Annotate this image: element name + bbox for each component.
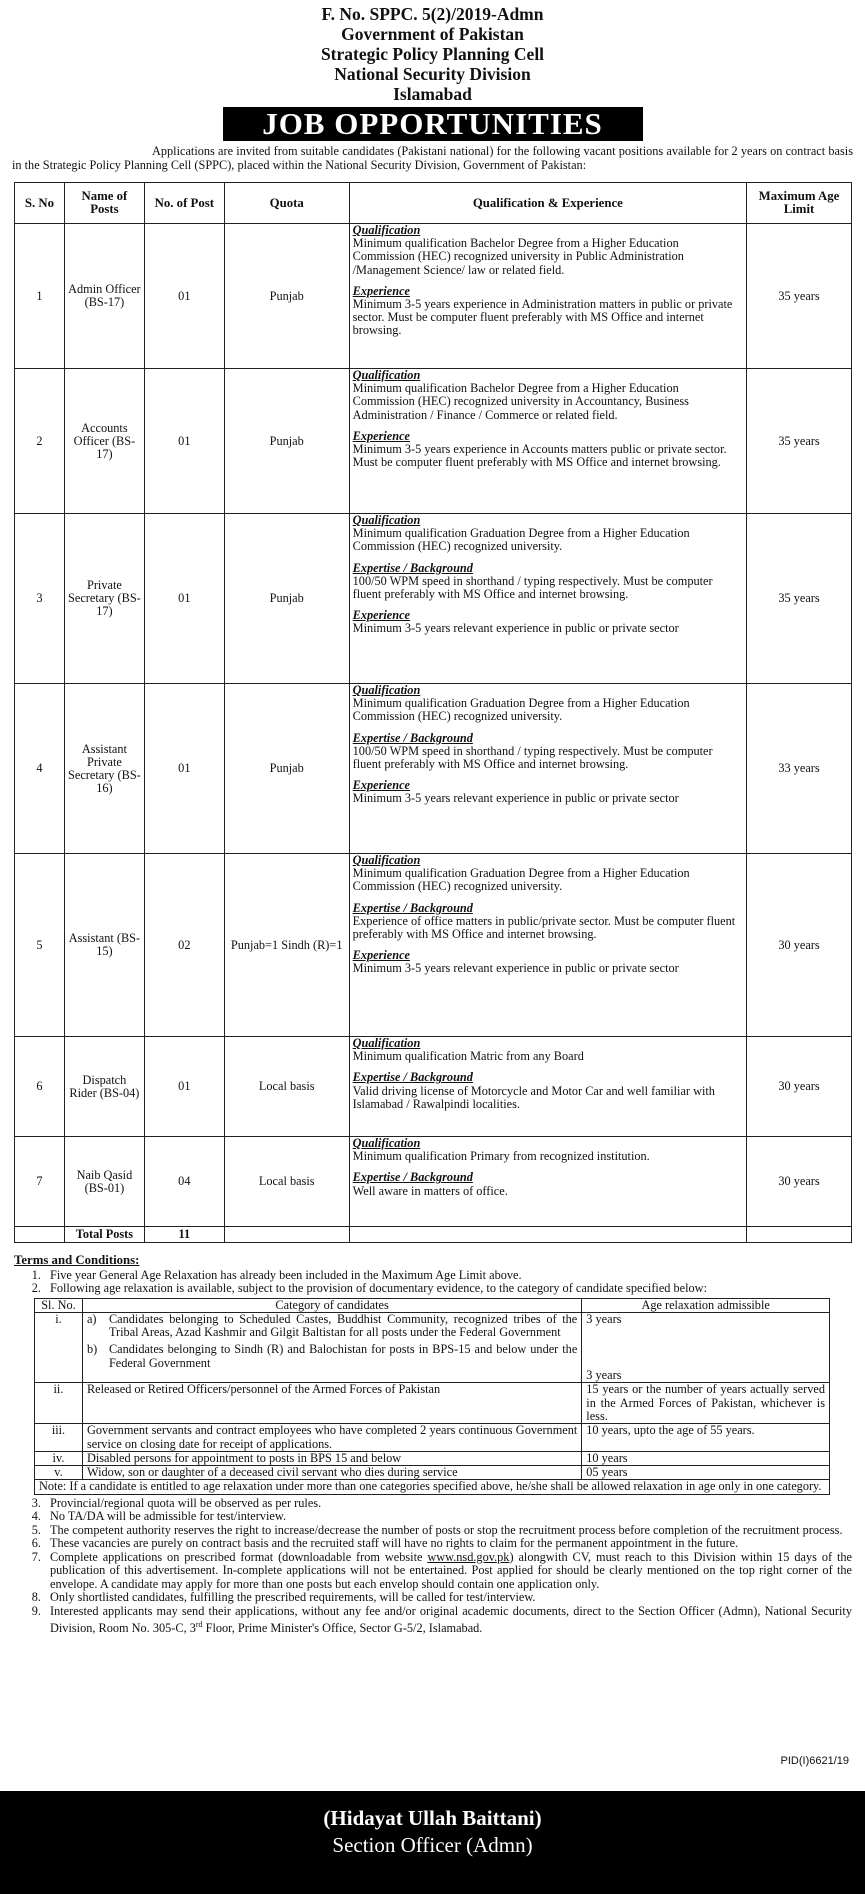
job-post-name: Assistant (BS-15) (64, 854, 144, 1037)
qualification-heading: Qualification (352, 1036, 421, 1050)
job-post-name: Assistant Private Secretary (BS-16) (64, 684, 144, 854)
job-quota: Punjab (224, 684, 349, 854)
term-5: 5. The competent authority reserves the right to increase/decrease the number of posts or stop the recruitment process before completion of the recruitment process. (44, 1524, 852, 1538)
job-sno: 7 (15, 1137, 65, 1227)
qualification-heading: Experience (352, 778, 411, 793)
job-row (15, 224, 852, 369)
qualification-heading: Experience (352, 428, 411, 443)
relax-col-no: Sl. No. (35, 1298, 83, 1312)
job-post-name: Naib Qasid (BS-01) (64, 1137, 144, 1227)
qualification-heading: Experience (352, 283, 411, 298)
relax-row-no: v. (35, 1466, 83, 1480)
qualification-heading: Qualification (352, 223, 421, 237)
job-row (15, 514, 852, 684)
job-qualification (349, 854, 746, 1037)
col-sno: S. No (15, 183, 65, 224)
term-9 (44, 1605, 852, 1636)
header-line-4: Islamabad (393, 84, 472, 104)
relax-row-no: ii. (35, 1383, 83, 1424)
qualification-text: Well aware in matters of office. (352, 1183, 508, 1198)
term-9-text-b: Floor, Prime Minister's Office, Sector G-5/2, Islamabad. (202, 1621, 483, 1636)
job-quota: Punjab (224, 369, 349, 514)
job-post-count: 04 (144, 1137, 224, 1227)
job-sno: 2 (15, 369, 65, 514)
job-post-count: 01 (144, 684, 224, 854)
job-quota: Local basis (224, 1137, 349, 1227)
term-2-text: Following age relaxation is available, subject to the provision of documentary evidence, to the category of candidate specified below: (50, 1281, 707, 1295)
job-opportunities-banner: JOB OPPORTUNITIES (223, 107, 643, 141)
qualification-heading: Expertise / Background (352, 560, 473, 575)
qualification-heading: Expertise / Background (352, 730, 473, 745)
col-quota: Quota (224, 183, 349, 224)
job-post-name: Accounts Officer (BS-17) (64, 369, 144, 514)
job-quota: Punjab=1 Sindh (R)=1 (224, 854, 349, 1037)
job-post-count: 02 (144, 854, 224, 1037)
qualification-text: Minimum 3-5 years relevant experience in public or private sector (352, 961, 679, 976)
header-line-3: National Security Division (334, 64, 531, 84)
job-quota: Punjab (224, 224, 349, 369)
qualification-heading: Expertise / Background (352, 900, 473, 915)
relax-sub-label: b) (86, 1342, 98, 1357)
qualification-text: Minimum qualification Bachelor Degree from a Higher Education Commission (HEC) recognized university in Public Administration /Management Science/ law or related field. (352, 236, 684, 277)
relax-note: Note: If a candidate is entitled to age relaxation under more than one categories specified above, he/she shall be allowed relaxation in age only in one category. (35, 1480, 830, 1494)
qualification-text: Minimum qualification Graduation Degree from a Higher Education Commission (HEC) recognized university. (352, 696, 690, 724)
qualification-text: 100/50 WPM speed in shorthand / typing respectively. Must be computer fluent preferably with MS Office and internet browsing. (352, 743, 713, 772)
job-quota: Punjab (224, 514, 349, 684)
file-number: F. No. SPPC. 5(2)/2019-Admn (321, 4, 544, 24)
job-age-limit: 35 years (747, 369, 852, 514)
relax-category: Government servants and contract employees who have completed 2 years continuous Government service on closing date for receipt of applications. (82, 1424, 581, 1452)
job-age-limit: 35 years (747, 514, 852, 684)
job-qualification (349, 514, 746, 684)
qualification-text: Valid driving license of Motorcycle and Motor Car and well familiar with Islamabad / Rawalpindi localities. (352, 1083, 715, 1111)
job-sno: 1 (15, 224, 65, 369)
qualification-heading: Qualification (352, 853, 421, 867)
relax-row (35, 1466, 830, 1480)
job-row (15, 1037, 852, 1137)
qualification-heading: Expertise / Background (352, 1070, 473, 1085)
job-row (15, 369, 852, 514)
job-qualification (349, 224, 746, 369)
job-qualification (349, 369, 746, 514)
term-7-text-a: Complete applications on prescribed format (downloadable from website (50, 1549, 428, 1564)
term-9-text-a: Interested applicants may send their applications, without any fee and/or original academic documents, direct to the Section Officer (Admn), National Security Division, Room No. 305-C, 3 (50, 1603, 852, 1636)
relax-row-no: iv. (35, 1451, 83, 1465)
job-age-limit: 35 years (747, 224, 852, 369)
header-line-1: Government of Pakistan (341, 24, 524, 44)
intro-paragraph: Applications are invited from suitable candidates (Pakistani national) for the following vacant positions available for 2 years on contract basis in the Strategic Policy Planning Cell (SPPC), placed within the National Security Division, Government of Pakistan: (12, 144, 853, 172)
job-age-limit: 30 years (747, 1037, 852, 1137)
job-post-count: 01 (144, 1037, 224, 1137)
terms-list (14, 1269, 852, 1296)
job-row (15, 854, 852, 1037)
qualification-heading: Expertise / Background (352, 1170, 473, 1185)
term-9-sup: rd (195, 1620, 203, 1630)
qualification-text: Minimum 3-5 years relevant experience in public or private sector (352, 791, 679, 806)
term-7 (44, 1551, 852, 1592)
total-label: Total Posts (64, 1227, 144, 1243)
header-line-2: Strategic Policy Planning Cell (320, 44, 545, 64)
relax-row-no: i. (35, 1312, 83, 1383)
qualification-text: Minimum 3-5 years experience in Administration matters in public or private sector. Must be computer fluent preferably with MS Office and internet browsing. (352, 297, 733, 338)
qualification-text: Minimum qualification Graduation Degree from a Higher Education Commission (HEC) recognized university. (352, 866, 690, 894)
job-row (15, 684, 852, 854)
job-age-limit: 30 years (747, 1137, 852, 1227)
qualification-heading: Qualification (352, 368, 421, 382)
signatory-designation: Section Officer (Admn) (332, 1833, 533, 1857)
job-post-count: 01 (144, 224, 224, 369)
job-qualification (349, 684, 746, 854)
job-post-name: Admin Officer (BS-17) (64, 224, 144, 369)
terms-title: Terms and Conditions: (14, 1253, 140, 1267)
job-age-limit: 30 years (747, 854, 852, 1037)
relax-category: Widow, son or daughter of a deceased civil servant who dies during service (82, 1466, 581, 1480)
terms-list-continued (14, 1497, 852, 1636)
job-quota: Local basis (224, 1037, 349, 1137)
term-8: 8. Only shortlisted candidates, fulfilling the prescribed requirements, will be called for test/interview. (44, 1591, 852, 1605)
job-sno: 3 (15, 514, 65, 684)
relax-category: Disabled persons for appointment to posts in BPS 15 and below (82, 1451, 581, 1465)
term-4: 4. No TA/DA will be admissible for test/interview. (44, 1510, 852, 1524)
relax-sub-label: a) (86, 1311, 97, 1326)
terms-section (14, 1254, 852, 1636)
relax-col-age: Age relaxation admissible (582, 1298, 830, 1312)
job-sno: 5 (15, 854, 65, 1037)
signatory-name: (Hidayat Ullah Baittani) (323, 1806, 542, 1830)
jobs-table-header (15, 183, 852, 224)
jobs-table (14, 182, 852, 1243)
job-qualification (349, 1137, 746, 1227)
relax-note-row (35, 1480, 830, 1494)
qualification-text: Minimum qualification Graduation Degree from a Higher Education Commission (HEC) recognized university. (352, 526, 690, 554)
relax-age: 3 years (586, 1368, 622, 1383)
term-1: 1. Five year General Age Relaxation has already been included in the Maximum Age Limit above. (44, 1269, 852, 1283)
term-2 (44, 1282, 852, 1296)
age-relaxation-table (34, 1298, 830, 1495)
qualification-text: Experience of office matters in public/private sector. Must be computer fluent preferably with MS Office and internet browsing. (352, 913, 736, 942)
qualification-heading: Experience (352, 948, 411, 963)
relax-row-no: iii. (35, 1424, 83, 1452)
job-post-name: Private Secretary (BS-17) (64, 514, 144, 684)
job-row (15, 1137, 852, 1227)
qualification-text: Minimum qualification Matric from any Board (352, 1049, 584, 1064)
relax-age: 3 years (586, 1311, 622, 1326)
col-qualification: Qualification & Experience (349, 183, 746, 224)
qualification-text: Minimum 3-5 years experience in Accounts matters public or private sector. Must be computer fluent preferably with MS Office and internet browsing. (352, 442, 727, 470)
col-age: Maximum Age Limit (747, 183, 852, 224)
relax-age: 15 years or the number of years actually served in the Armed Forces of Pakistan, whichever is less. (582, 1383, 830, 1424)
col-count: No. of Post (144, 183, 224, 224)
signature-block (0, 1791, 865, 1894)
qualification-heading: Qualification (352, 683, 421, 697)
relax-header (35, 1298, 830, 1312)
relax-age: 10 years (582, 1451, 830, 1465)
job-qualification (349, 1037, 746, 1137)
qualification-text: Minimum qualification Bachelor Degree from a Higher Education Commission (HEC) recognized university in Accountancy, Business Administration / Finance / Commerce or related field. (352, 381, 689, 422)
pid-number: PID(I)6621/19 (780, 1755, 849, 1767)
relax-age: 10 years, upto the age of 55 years. (582, 1424, 830, 1452)
col-post: Name of Posts (64, 183, 144, 224)
qualification-text: Minimum 3-5 years relevant experience in public or private sector (352, 621, 679, 636)
total-value: 11 (144, 1227, 224, 1243)
job-post-name: Dispatch Rider (BS-04) (64, 1037, 144, 1137)
relax-row (35, 1424, 830, 1452)
job-age-limit: 33 years (747, 684, 852, 854)
relax-sub-text: Candidates belonging to Sindh (R) and Balochistan for posts in BPS-15 and below under the Federal Government (108, 1342, 578, 1370)
qualification-heading: Qualification (352, 513, 421, 527)
relax-row (35, 1451, 830, 1465)
term-7-text-b: ) alongwith CV, must reach to this Division within 15 days of the publication of this advertisement. In-complete applications will not be entertained. Post applied for should be clearly mentioned on the top right corner of the envelope. A candidate may apply for more than one posts but each envelop should contain one application only. (50, 1549, 852, 1591)
relax-age: 05 years (582, 1466, 830, 1480)
relax-row (35, 1383, 830, 1424)
job-sno: 4 (15, 684, 65, 854)
job-post-count: 01 (144, 514, 224, 684)
qualification-heading: Experience (352, 608, 411, 623)
qualification-heading: Qualification (352, 1136, 421, 1150)
relax-col-category: Category of candidates (82, 1298, 581, 1312)
relax-category: Released or Retired Officers/personnel of the Armed Forces of Pakistan (82, 1383, 581, 1424)
qualification-text: Minimum qualification Primary from recognized institution. (352, 1149, 650, 1164)
jobs-total-row (15, 1227, 852, 1243)
term-3: 3. Provincial/regional quota will be observed as per rules. (44, 1497, 852, 1511)
term-6: 6. These vacancies are purely on contract basis and the recruited staff will have no rights to claim for the permanent appointment in the future. (44, 1537, 852, 1551)
job-post-count: 01 (144, 369, 224, 514)
job-sno: 6 (15, 1037, 65, 1137)
document-header (0, 4, 865, 172)
qualification-text: 100/50 WPM speed in shorthand / typing respectively. Must be computer fluent preferably with MS Office and internet browsing. (352, 573, 713, 602)
relax-row (35, 1312, 830, 1383)
website-link[interactable]: www.nsd.gov.pk (427, 1549, 510, 1564)
relax-sub-text: Candidates belonging to Scheduled Castes, Buddhist Community, recognized tribes of the Tribal Areas, Azad Kashmir and Gilgit Baltistan for all posts under the Federal Government (108, 1311, 578, 1340)
